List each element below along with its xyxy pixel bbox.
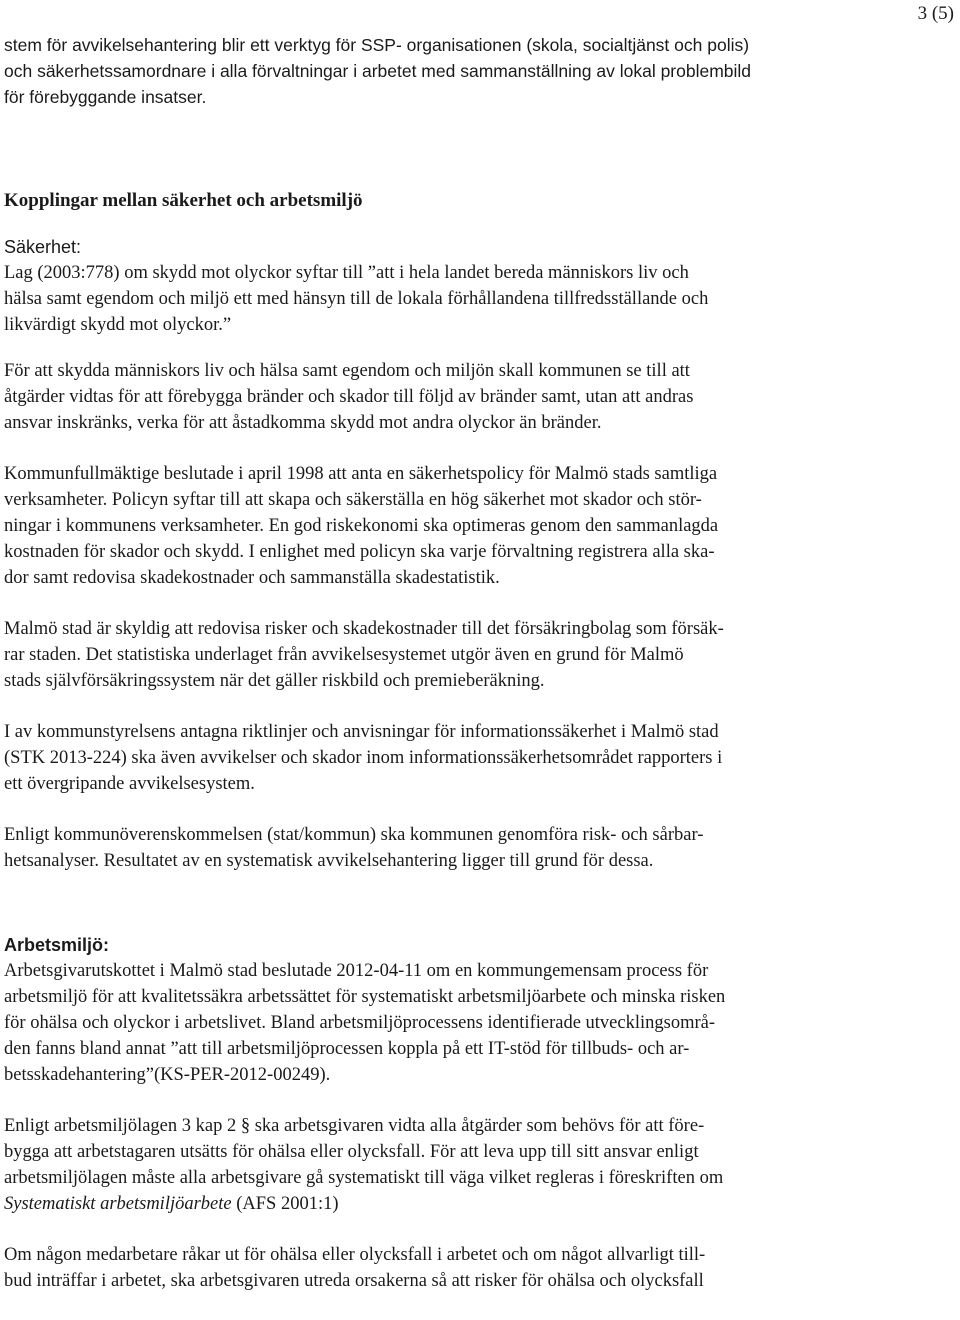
text-line: rar staden. Det statistiska underlaget från avvikelsesystemet utgör även en grund för Malmö bbox=[4, 645, 684, 665]
text-line bbox=[4, 1191, 888, 1217]
text-line: I av kommunstyrelsens antagna riktlinjer och anvisningar för informationssäkerhet i Malmö stad bbox=[4, 722, 719, 742]
text-line: Malmö stad är skyldig att redovisa risker och skadekostnader till det försäkringbolag som försäk- bbox=[4, 619, 724, 639]
text-line: och säkerhetssamordnare i alla förvaltningar i arbetet med sammanställning av lokal problembild bbox=[4, 61, 752, 81]
sakerhet-paragraph-4 bbox=[4, 616, 888, 694]
sakerhet-heading: Säkerhet: bbox=[4, 237, 82, 257]
text-line: arbetsmiljölagen måste alla arbetsgivare gå systematiskt till väga vilket regleras i föreskriften om bbox=[4, 1168, 724, 1188]
text-line: hetsanalyser. Resultatet av en systematisk avvikelsehantering ligger till grund för dessa. bbox=[4, 851, 654, 871]
text-line: bud inträffar i arbetet, ska arbetsgivaren utreda orsakerna så att risker för ohälsa och olycksfall bbox=[4, 1271, 704, 1291]
text-line: likvärdigt skydd mot olyckor.” bbox=[4, 315, 232, 335]
page-number: 3 (5) bbox=[917, 3, 954, 24]
text-line: Lag (2003:778) om skydd mot olyckor syftar till ”att i hela landet bereda människors liv och bbox=[4, 263, 689, 283]
text-line: den fanns bland annat ”att till arbetsmiljöprocessen koppla på ett IT-stöd för tillbuds- och ar- bbox=[4, 1039, 690, 1059]
afs-reference: (AFS 2001:1) bbox=[231, 1194, 339, 1214]
text-line: kostnaden för skador och skydd. I enlighet med policyn ska varje förvaltning registrera alla ska- bbox=[4, 542, 715, 562]
text-line: Enligt kommunöverenskommelsen (stat/kommun) ska kommunen genomföra risk- och sårbar- bbox=[4, 825, 704, 845]
sakerhet-paragraph-3 bbox=[4, 461, 888, 591]
arbetsmiljo-paragraph-1 bbox=[4, 958, 888, 1088]
arbetsmiljo-heading: Arbetsmiljö: bbox=[4, 935, 110, 955]
text-line: ansvar inskränks, verka för att åstadkomma skydd mot andra olyckor än bränder. bbox=[4, 413, 602, 433]
text-line: Om någon medarbetare råkar ut för ohälsa eller olycksfall i arbetet och om något allvarligt till- bbox=[4, 1245, 706, 1265]
text-line: ningar i kommunens verksamheter. En god riskekonomi ska optimeras genom den sammanlagda bbox=[4, 516, 719, 536]
text-line: (STK 2013-224) ska även avvikelser och skador inom informationssäkerhetsområdet rapporters i bbox=[4, 748, 723, 768]
text-line: Kommunfullmäktige beslutade i april 1998 att anta en säkerhetspolicy för Malmö stads samtliga bbox=[4, 464, 718, 484]
text-line: ett övergripande avvikelsesystem. bbox=[4, 774, 255, 794]
text-line: bygga att arbetstagaren utsätts för ohälsa eller olycksfall. För att leva upp till sitt ansvar enligt bbox=[4, 1142, 699, 1162]
text-line: verksamheter. Policyn syftar till att skapa och säkerställa en hög säkerhet mot skador och stör- bbox=[4, 490, 702, 510]
arbetsmiljo-paragraph-2 bbox=[4, 1113, 888, 1217]
text-line: Enligt arbetsmiljölagen 3 kap 2 § ska arbetsgivaren vidta alla åtgärder som behövs för att före- bbox=[4, 1116, 705, 1136]
sakerhet-paragraph-2 bbox=[4, 358, 888, 436]
intro-paragraph bbox=[4, 32, 888, 110]
arbetsmiljo-paragraph-3 bbox=[4, 1242, 888, 1294]
sakerhet-paragraph-5 bbox=[4, 719, 888, 797]
text-line: dor samt redovisa skadekostnader och sammanställa skadestatistik. bbox=[4, 568, 500, 588]
text-line: betsskadehantering”(KS-PER-2012-00249). bbox=[4, 1065, 331, 1085]
text-line: stem för avvikelsehantering blir ett verktyg för SSP- organisationen (skola, socialtjänst och polis) bbox=[4, 35, 750, 55]
text-line: för förebyggande insatser. bbox=[4, 87, 207, 107]
sakerhet-paragraph-1 bbox=[4, 260, 888, 338]
text-line: arbetsmiljö för att kvalitetssäkra arbetssättet för systematiskt arbetsmiljöarbete och minska risken bbox=[4, 987, 726, 1007]
text-line: För att skydda människors liv och hälsa samt egendom och miljön skall kommunen se till att bbox=[4, 361, 690, 381]
text-line: åtgärder vidtas för att förebygga bränder och skador till följd av bränder samt, utan att andras bbox=[4, 387, 694, 407]
text-line: hälsa samt egendom och miljö ett med hänsyn till de lokala förhållandena tillfredsställande och bbox=[4, 289, 709, 309]
document-body bbox=[4, 32, 888, 1294]
afs-title: Systematiskt arbetsmiljöarbete bbox=[4, 1194, 232, 1214]
section-heading: Kopplingar mellan säkerhet och arbetsmiljö bbox=[4, 190, 363, 211]
text-line: för ohälsa och olyckor i arbetslivet. Bland arbetsmiljöprocessens identifierade utvecklingsområ- bbox=[4, 1013, 716, 1033]
sakerhet-paragraph-6 bbox=[4, 822, 888, 874]
text-line: Arbetsgivarutskottet i Malmö stad beslutade 2012-04-11 om en kommungemensam process för bbox=[4, 961, 709, 981]
text-line: stads självförsäkringssystem när det gäller riskbild och premieberäkning. bbox=[4, 671, 545, 691]
